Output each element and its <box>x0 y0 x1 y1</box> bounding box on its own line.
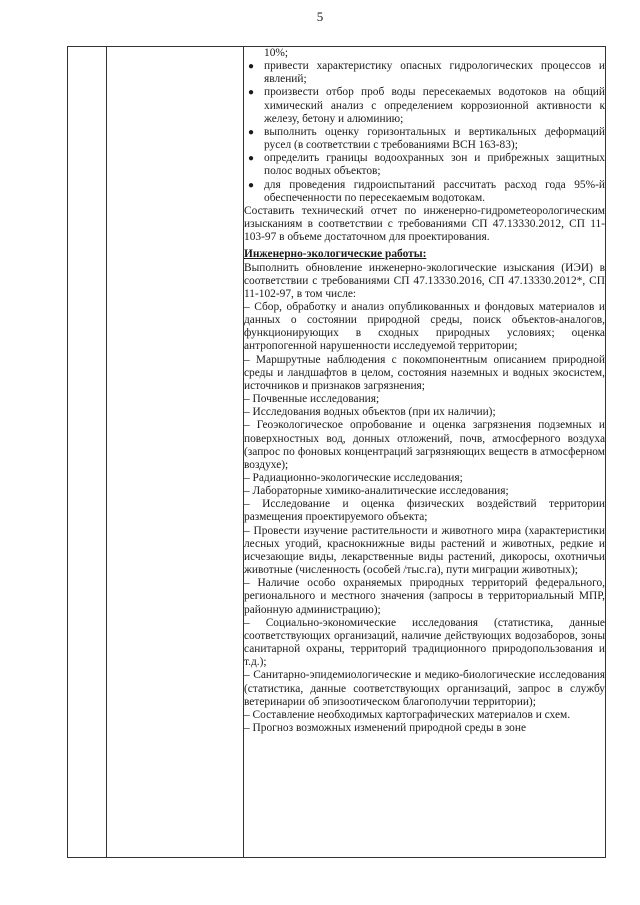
list-item <box>244 152 605 178</box>
row-title-cell <box>107 47 244 858</box>
list-item-text: для проведения гидроиспытаний рассчитать расход года 95%-й обеспеченности по пересекаемым водотокам. <box>264 178 605 204</box>
page-number: 5 <box>316 9 324 24</box>
list-item: – Лабораторные химико-аналитические исследования; <box>244 485 509 498</box>
list-item-text: выполнить оценку горизонтальных и вертикальных деформаций русел (в соответствии с требованиями ВСН 163-83); <box>264 125 605 152</box>
row-number-cell <box>68 47 107 858</box>
list-item: – Прогноз возможных изменений природной среды в зоне <box>244 721 527 734</box>
list-item: – Социально-экономические исследования (статистика, данные соответствующих организаций, наличие действующих водозаборов, зоны санитарной охраны, территорий традиционного природопользования и т.д.); <box>244 616 605 669</box>
list-item <box>244 86 605 125</box>
eco-item-list <box>244 301 605 735</box>
list-item <box>244 126 605 152</box>
section-intro: Выполнить обновление инженерно-экологические изыскания (ИЭИ) в соответствии с требованиями СП 47.13330.2016, СП 47.13330.2012*, СП 11-102-97, в том числе: <box>244 261 605 300</box>
list-item: – Радиационно-экологические исследования; <box>244 472 463 484</box>
list-item: – Составление необходимых картографических материалов и схем. <box>244 708 571 721</box>
list-item-text: произвести отбор проб воды пересекаемых водотоков на общий химический анализ с определением коррозионной активности к железу, бетону и алюминию; <box>264 86 605 125</box>
requirements-table <box>67 46 606 858</box>
list-item-text: определить границы водоохранных зон и прибрежных защитных полос водных объектов; <box>264 152 605 178</box>
list-item: – Наличие особо охраняемых природных территорий федерального, регионального и местного значения (запросы в территориальный МПР, районную администрацию); <box>244 577 605 616</box>
bullet-icon: ● <box>248 61 255 73</box>
list-item: – Исследование и оценка физических воздействий территории размещения проектируемого объекта; <box>244 498 605 524</box>
bullet-icon: ● <box>248 126 255 138</box>
list-item: – Санитарно-эпидемиологические и медико-биологические исследования (статистика, данные соответствующих организаций, запрос в службу ветеринарии об эпизоотическом благополучии территории); <box>244 669 605 708</box>
list-item <box>244 179 605 205</box>
list-item: – Исследования водных объектов (при их наличии); <box>244 406 496 419</box>
list-item: – Почвенные исследования; <box>244 393 380 406</box>
hydro-bullet-list <box>244 60 605 205</box>
section-heading: Инженерно-экологические работы: <box>244 248 427 261</box>
row-content-cell <box>244 47 606 858</box>
report-paragraph: Составить технический отчет по инженерно-гидрометеорологическим изысканиям в соответствии с требованиями СП 47.13330.2012, СП 11-103-97 в объеме достаточном для проектирования. <box>244 204 605 244</box>
list-item <box>244 60 605 86</box>
list-item-text: привести характеристику опасных гидрологических процессов и явлений; <box>264 60 605 86</box>
continuation-text: 10%; <box>264 47 289 59</box>
list-item: – Маршрутные наблюдения с покомпонентным описанием природной среды и ландшафтов в целом, состояния наземных и водных экосистем, источников и признаков загрязнения; <box>244 353 605 392</box>
table-row <box>68 47 606 858</box>
bullet-icon: ● <box>248 87 255 99</box>
bullet-icon: ● <box>248 153 255 165</box>
list-item: – Геоэкологическое опробование и оценка загрязнения подземных и поверхностных вод, донных отложений, почв, атмосферного воздуха (запрос по фоновых концентраций загрязняющих веществ в атмосферном воздухе); <box>244 419 605 471</box>
list-item: – Провести изучение растительности и животного мира (характеристики лесных угодий, краснокнижные виды растений и животных, редкие и исчезающие виды, лекарственные виды растений, дикоросы, охотничьи животные (численность (особей /тыс.га), пути миграции животных); <box>244 524 605 577</box>
list-item: – Сбор, обработку и анализ опубликованных и фондовых материалов и данных о состоянии природной среды, поиск объектов-аналогов, функционирующих в сходных природных условиях; оценка антропогенной нарушенности исследуемой территории; <box>244 300 605 353</box>
bullet-icon: ● <box>248 179 255 191</box>
